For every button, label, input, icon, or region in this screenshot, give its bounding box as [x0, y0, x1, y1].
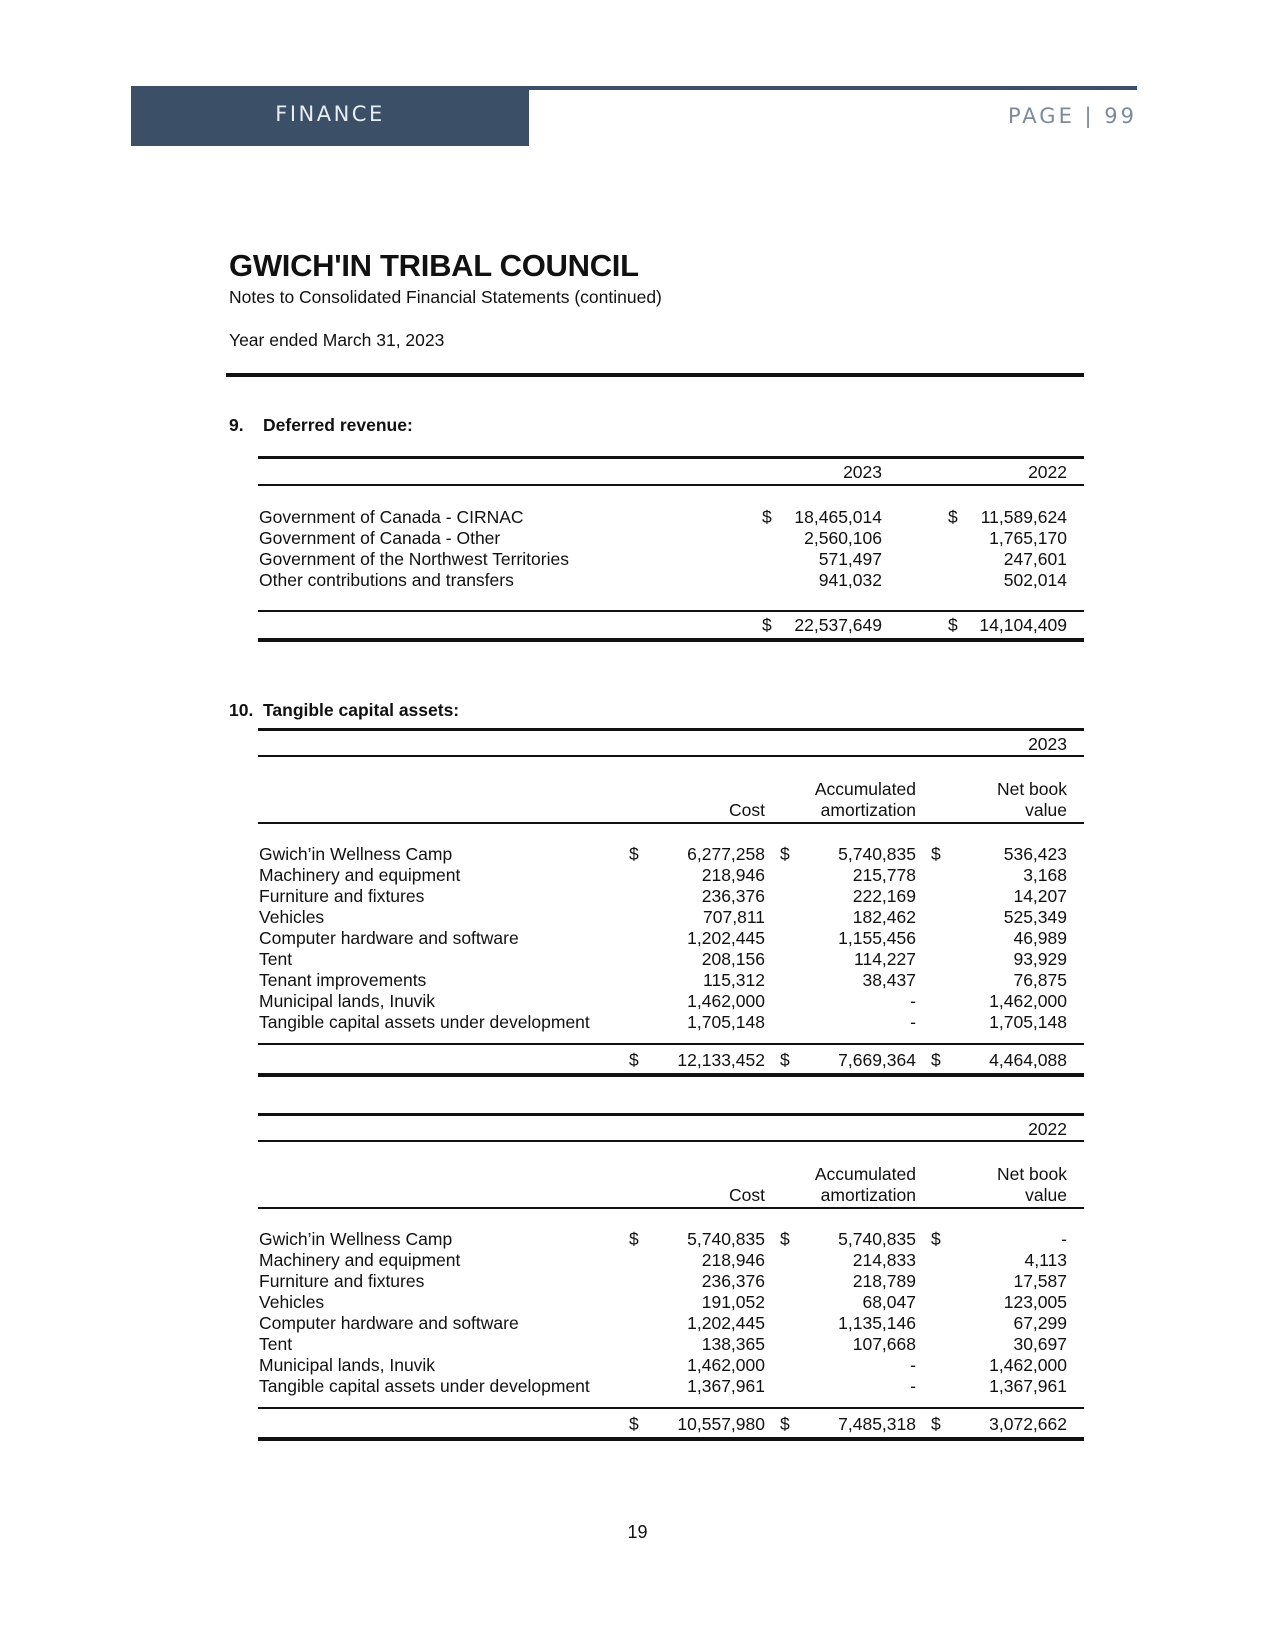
- net-book-value: 123,005: [1003, 1292, 1067, 1312]
- table-year: 2022: [1028, 1119, 1067, 1139]
- accumulated-amortization-value: 5,740,835: [838, 1229, 916, 1249]
- row-label: Furniture and fixtures: [259, 886, 425, 906]
- year-bottom-rule: [258, 755, 1084, 757]
- net-book-value: 93,929: [1013, 949, 1067, 969]
- column-header-net-book: Net book: [996, 779, 1067, 799]
- value-2023: 2,560,106: [804, 528, 882, 548]
- value-2022: 247,601: [1003, 549, 1067, 569]
- year-ended-line: Year ended March 31, 2023: [229, 330, 445, 350]
- accumulated-amortization-value: 222,169: [852, 886, 916, 906]
- title-rule: [226, 373, 1084, 377]
- table-top-rule: [258, 728, 1084, 731]
- row-label: Other contributions and transfers: [259, 570, 514, 590]
- net-book-value: 14,207: [1013, 886, 1067, 906]
- currency-symbol: $: [931, 844, 941, 864]
- total-2022: 14,104,409: [979, 615, 1067, 635]
- net-book-value: 67,299: [1013, 1313, 1067, 1333]
- table-top-rule: [258, 1113, 1084, 1116]
- section-label: FINANCE: [275, 102, 385, 126]
- currency-symbol: $: [948, 615, 958, 635]
- note-9-heading: [229, 415, 413, 436]
- value-2022: 11,589,624: [980, 507, 1067, 527]
- accumulated-amortization-value: -: [910, 1012, 916, 1032]
- row-label: Vehicles: [259, 1292, 325, 1312]
- column-header-cost: Cost: [729, 800, 765, 820]
- total-cost: 10,557,980: [677, 1414, 765, 1434]
- row-label: Computer hardware and software: [259, 928, 519, 948]
- total-top-rule: [258, 610, 1084, 612]
- net-book-value: 1,705,148: [989, 1012, 1067, 1032]
- cost-value: 236,376: [701, 1271, 765, 1291]
- net-book-value: 1,462,000: [989, 991, 1067, 1011]
- net-book-value: 3,168: [1023, 865, 1067, 885]
- cost-value: 6,277,258: [687, 844, 765, 864]
- column-header-accumulated: Accumulated: [814, 779, 916, 799]
- cost-value: 707,811: [703, 907, 765, 927]
- value-2023: 941,032: [818, 570, 882, 590]
- row-label: Gwich’in Wellness Camp: [259, 1229, 453, 1249]
- currency-symbol: $: [780, 1229, 790, 1249]
- page-number: 19: [627, 1522, 648, 1542]
- value-2023: 571,497: [818, 549, 882, 569]
- net-book-value: 1,367,961: [989, 1376, 1067, 1396]
- column-header-value: value: [1025, 1185, 1067, 1205]
- accumulated-amortization-value: -: [910, 1355, 916, 1375]
- column-header-amortization: amortization: [820, 800, 916, 820]
- value-2022: 1,765,170: [989, 528, 1067, 548]
- net-book-value: 46,989: [1013, 928, 1067, 948]
- row-label: Furniture and fixtures: [259, 1271, 425, 1291]
- accumulated-amortization-value: 218,789: [852, 1271, 916, 1291]
- total-bottom-rule: [258, 638, 1084, 642]
- currency-symbol: $: [629, 844, 639, 864]
- total-net-book-value: 4,464,088: [989, 1050, 1067, 1070]
- row-label: Computer hardware and software: [259, 1313, 519, 1333]
- accumulated-amortization-value: 215,778: [852, 865, 916, 885]
- cost-value: 218,946: [701, 1250, 765, 1270]
- accumulated-amortization-value: 1,155,456: [838, 928, 916, 948]
- row-label: Government of Canada - CIRNAC: [259, 507, 524, 527]
- net-book-value: 76,875: [1013, 970, 1067, 990]
- cost-value: 138,365: [701, 1334, 765, 1354]
- row-label: Tangible capital assets under development: [259, 1376, 590, 1396]
- column-header-net-book: Net book: [996, 1164, 1067, 1184]
- currency-symbol: $: [948, 507, 958, 527]
- accumulated-amortization-value: 38,437: [862, 970, 916, 990]
- column-header-2023: 2023: [843, 462, 882, 482]
- column-header-accumulated: Accumulated: [814, 1164, 916, 1184]
- net-book-value: 536,423: [1003, 844, 1067, 864]
- row-label: Machinery and equipment: [259, 1250, 461, 1270]
- net-book-value: -: [1061, 1229, 1067, 1249]
- currency-symbol: $: [762, 615, 772, 635]
- currency-symbol: $: [629, 1414, 639, 1434]
- total-cost: 12,133,452: [677, 1050, 765, 1070]
- page-label: PAGE | 99: [1007, 104, 1137, 128]
- document-subtitle: Notes to Consolidated Financial Statements (continued): [229, 287, 662, 307]
- row-label: Tangible capital assets under development: [259, 1012, 590, 1032]
- row-label: Municipal lands, Inuvik: [259, 1355, 436, 1375]
- row-label: Tent: [259, 949, 293, 969]
- note-9-title: Deferred revenue:: [263, 415, 413, 435]
- total-accumulated-amortization: 7,669,364: [838, 1050, 916, 1070]
- header-bottom-rule: [258, 1207, 1084, 1209]
- column-header-cost: Cost: [729, 1185, 765, 1205]
- currency-symbol: $: [931, 1050, 941, 1070]
- currency-symbol: $: [629, 1050, 639, 1070]
- cost-value: 1,367,961: [687, 1376, 765, 1396]
- net-book-value: 30,697: [1013, 1334, 1067, 1354]
- net-book-value: 17,587: [1013, 1271, 1067, 1291]
- header-bottom-rule: [258, 484, 1084, 486]
- net-book-value: 1,462,000: [989, 1355, 1067, 1375]
- cost-value: 236,376: [701, 886, 765, 906]
- cost-value: 1,462,000: [687, 1355, 765, 1375]
- cost-value: 191,052: [701, 1292, 765, 1312]
- accumulated-amortization-value: -: [910, 991, 916, 1011]
- note-10-heading: [229, 700, 459, 721]
- header-bottom-rule: [258, 822, 1084, 824]
- total-net-book-value: 3,072,662: [989, 1414, 1067, 1434]
- cost-value: 1,202,445: [687, 928, 765, 948]
- note-9-number: 9.: [229, 415, 244, 435]
- year-bottom-rule: [258, 1140, 1084, 1142]
- row-label: Tenant improvements: [259, 970, 427, 990]
- cost-value: 218,946: [701, 865, 765, 885]
- net-book-value: 4,113: [1024, 1250, 1067, 1270]
- cost-value: 208,156: [701, 949, 765, 969]
- table-year: 2023: [1028, 734, 1067, 754]
- total-bottom-rule: [258, 1073, 1084, 1077]
- currency-symbol: $: [780, 1050, 790, 1070]
- column-header-amortization: amortization: [820, 1185, 916, 1205]
- accumulated-amortization-value: -: [910, 1376, 916, 1396]
- row-label: Machinery and equipment: [259, 865, 461, 885]
- cost-value: 1,462,000: [687, 991, 765, 1011]
- total-bottom-rule: [258, 1437, 1084, 1441]
- cost-value: 5,740,835: [687, 1229, 765, 1249]
- currency-symbol: $: [931, 1414, 941, 1434]
- total-top-rule: [258, 1407, 1084, 1409]
- table-top-rule: [258, 456, 1084, 459]
- note-10-title: Tangible capital assets:: [263, 700, 460, 720]
- row-label: Vehicles: [259, 907, 325, 927]
- currency-symbol: $: [780, 844, 790, 864]
- row-label: Municipal lands, Inuvik: [259, 991, 436, 1011]
- column-header-2022: 2022: [1028, 462, 1067, 482]
- accumulated-amortization-value: 1,135,146: [838, 1313, 916, 1333]
- row-label: Tent: [259, 1334, 293, 1354]
- accumulated-amortization-value: 68,047: [862, 1292, 916, 1312]
- currency-symbol: $: [931, 1229, 941, 1249]
- header-rule: [529, 86, 1137, 90]
- note-10-number: 10.: [229, 700, 254, 720]
- net-book-value: 525,349: [1003, 907, 1067, 927]
- accumulated-amortization-value: 182,462: [852, 907, 916, 927]
- accumulated-amortization-value: 114,227: [854, 949, 916, 969]
- accumulated-amortization-value: 107,668: [852, 1334, 916, 1354]
- row-label: Gwich’in Wellness Camp: [259, 844, 453, 864]
- total-2023: 22,537,649: [794, 615, 882, 635]
- cost-value: 1,705,148: [687, 1012, 765, 1032]
- row-label: Government of the Northwest Territories: [259, 549, 569, 569]
- row-label: Government of Canada - Other: [259, 528, 501, 548]
- cost-value: 1,202,445: [687, 1313, 765, 1333]
- currency-symbol: $: [762, 507, 772, 527]
- currency-symbol: $: [629, 1229, 639, 1249]
- value-2023: 18,465,014: [794, 507, 882, 527]
- total-accumulated-amortization: 7,485,318: [838, 1414, 916, 1434]
- column-header-value: value: [1025, 800, 1067, 820]
- currency-symbol: $: [780, 1414, 790, 1434]
- value-2022: 502,014: [1003, 570, 1067, 590]
- accumulated-amortization-value: 214,833: [852, 1250, 916, 1270]
- organization-title: GWICH'IN TRIBAL COUNCIL: [229, 248, 639, 283]
- accumulated-amortization-value: 5,740,835: [838, 844, 916, 864]
- total-top-rule: [258, 1043, 1084, 1045]
- cost-value: 115,312: [703, 970, 765, 990]
